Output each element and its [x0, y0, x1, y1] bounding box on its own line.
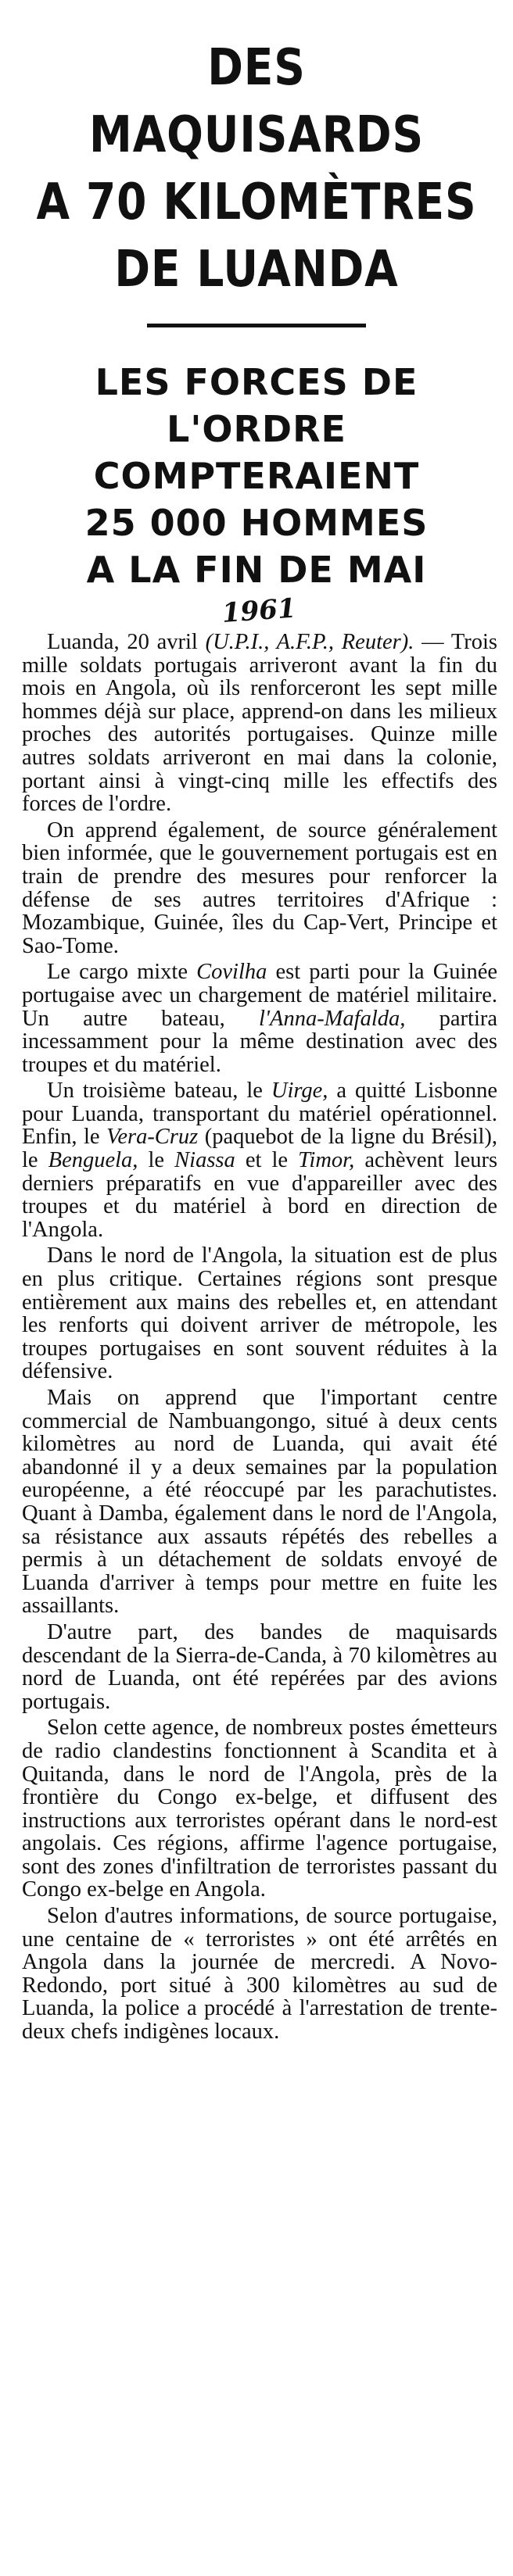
article-paragraph-5: Dans le nord de l'Angola, la situation est de plus en plus critique. Certaines régions sont presque entièrement aux mains des rebelles et, en attendant les renforts qui doivent arriver de métropole, les troupes portugaises en sont souvent réduites à la défensive. [22, 1243, 497, 1384]
news-agencies: (U.P.I., A.F.P., Reuter). [205, 630, 414, 654]
article-paragraph-1 [22, 631, 497, 816]
paragraph-4-text-b: a quitté Lisbonne pour Luanda, transportant du matériel opérationnel. Enfin, le [22, 1079, 498, 1150]
subheadline-line-4: A LA FIN DE MAI [86, 549, 427, 591]
paragraph-4-text-e: et le [245, 1148, 289, 1173]
paragraph-4-text-a: Un troisième bateau, le [47, 1079, 263, 1104]
headline-line-3: DE LUANDA [114, 241, 399, 299]
article-paragraph-8: Selon cette agence, de nombreux postes émetteurs de radio clandestins fonctionnent à Scandita et à Quitanda, dans le nord de l'Angola, près de la frontière du Congo ex-belge, et diffusent des instructions aux terroristes opérant dans le nord-est angolais. Ces régions, affirme l'agence portugaise, sont des zones d'infiltration de terroristes passant du Congo ex-belge en Angola. [22, 1716, 497, 1902]
handwritten-year-annotation: 1961 [221, 592, 297, 629]
ship-name-timor: Timor, [298, 1148, 355, 1173]
ship-name-benguela: Benguela, [48, 1148, 138, 1173]
article-paragraph-7: D'autre part, des bandes de maquisards descendant de la Sierra-de-Canda, à 70 kilomètres au nord de Luanda, ont été repérées par des avions portugais. [22, 1619, 497, 1714]
article-paragraph-9: Selon d'autres informations, de source portugaise, une centaine de « terroristes » ont été arrêtés en Angola dans la journée de mercredi. A Novo-Redondo, port situé à 300 kilomètres au sud de Luanda, la police a procédé à l'arrestation de trente-deux chefs indigènes locaux. [22, 1904, 497, 2045]
ship-name-uirge: Uirge, [271, 1079, 328, 1104]
paragraph-3-text-b: est parti pour la Guinée portugaise avec un chargement de matériel militaire. Un autre bateau, [22, 960, 497, 1031]
headline-line-1: DES MAQUISARDS [89, 39, 424, 164]
ship-name-anna-mafalda: l'Anna-Mafalda, [259, 1006, 406, 1031]
subheadline-line-2: COMPTERAIENT [93, 455, 420, 497]
ship-name-covilha: Covilha [196, 960, 267, 985]
article-body [0, 628, 513, 2044]
ship-name-niassa: Niassa [174, 1148, 235, 1173]
paragraph-3-text-a: Le cargo mixte [47, 960, 188, 985]
subheadline-line-1: LES FORCES DE L'ORDRE [95, 361, 418, 450]
dateline: Luanda, 20 avril [47, 630, 198, 654]
ship-name-vera-cruz: Vera-Cruz [106, 1125, 199, 1150]
subheadline-line-3: 25 000 HOMMES [84, 502, 429, 544]
paragraph-1-text: — Trois mille soldats portugais arriveront avant la fin du mois en Angola, où ils renforceront les sept mille hommes déjà sur place, apprend-on dans les milieux proches des autorités portugaises. Quinze mille autres soldats arriveront en mai dans la colonie, portant ainsi à vingt-cinq mille les effectifs des forces de l'ordre. [22, 630, 498, 817]
article-paragraph-4 [22, 1079, 497, 1241]
subheadline [0, 359, 513, 593]
paragraph-4-text-f: achèvent leurs derniers préparatifs en vue d'appareiller avec des troupes et du matériel à bord en direction de l'Angola. [22, 1148, 498, 1242]
article-paragraph-6: Mais on apprend que l'important centre commercial de Nambuangongo, situé à deux cents kilomètres au nord de Luanda, qui avait été abandonné il y a deux semaines par la population européenne, a été réoccupé par les parachutistes. Quant à Damba, également dans le nord de l'Angola, sa résistance aux assauts répétés des rebelles a permis à un détachement de soldats envoyé de Luanda d'arriver à temps pour mettre en fuite les assaillants. [22, 1386, 497, 1619]
article-paragraph-2: On apprend également, de source généralement bien informée, que le gouvernement portugais est en train de prendre des mesures pour renforcer la défense de ses autres territoires d'Afrique : Mozambique, Guinée, îles du Cap-Vert, Principe et Sao-Tome. [22, 818, 497, 958]
headline-divider [147, 324, 366, 327]
article-paragraph-3 [22, 961, 497, 1076]
paragraph-4-text-c: (paquebot de la ligne du Brésil), le [22, 1125, 498, 1173]
headline-line-2: A 70 KILOMÈTRES [36, 174, 477, 231]
paragraph-3-text-c: partira incessamment pour la même destination avec des troupes et du matériel. [22, 1006, 498, 1077]
headline [36, 0, 477, 303]
paragraph-4-text-d: le [148, 1148, 165, 1173]
